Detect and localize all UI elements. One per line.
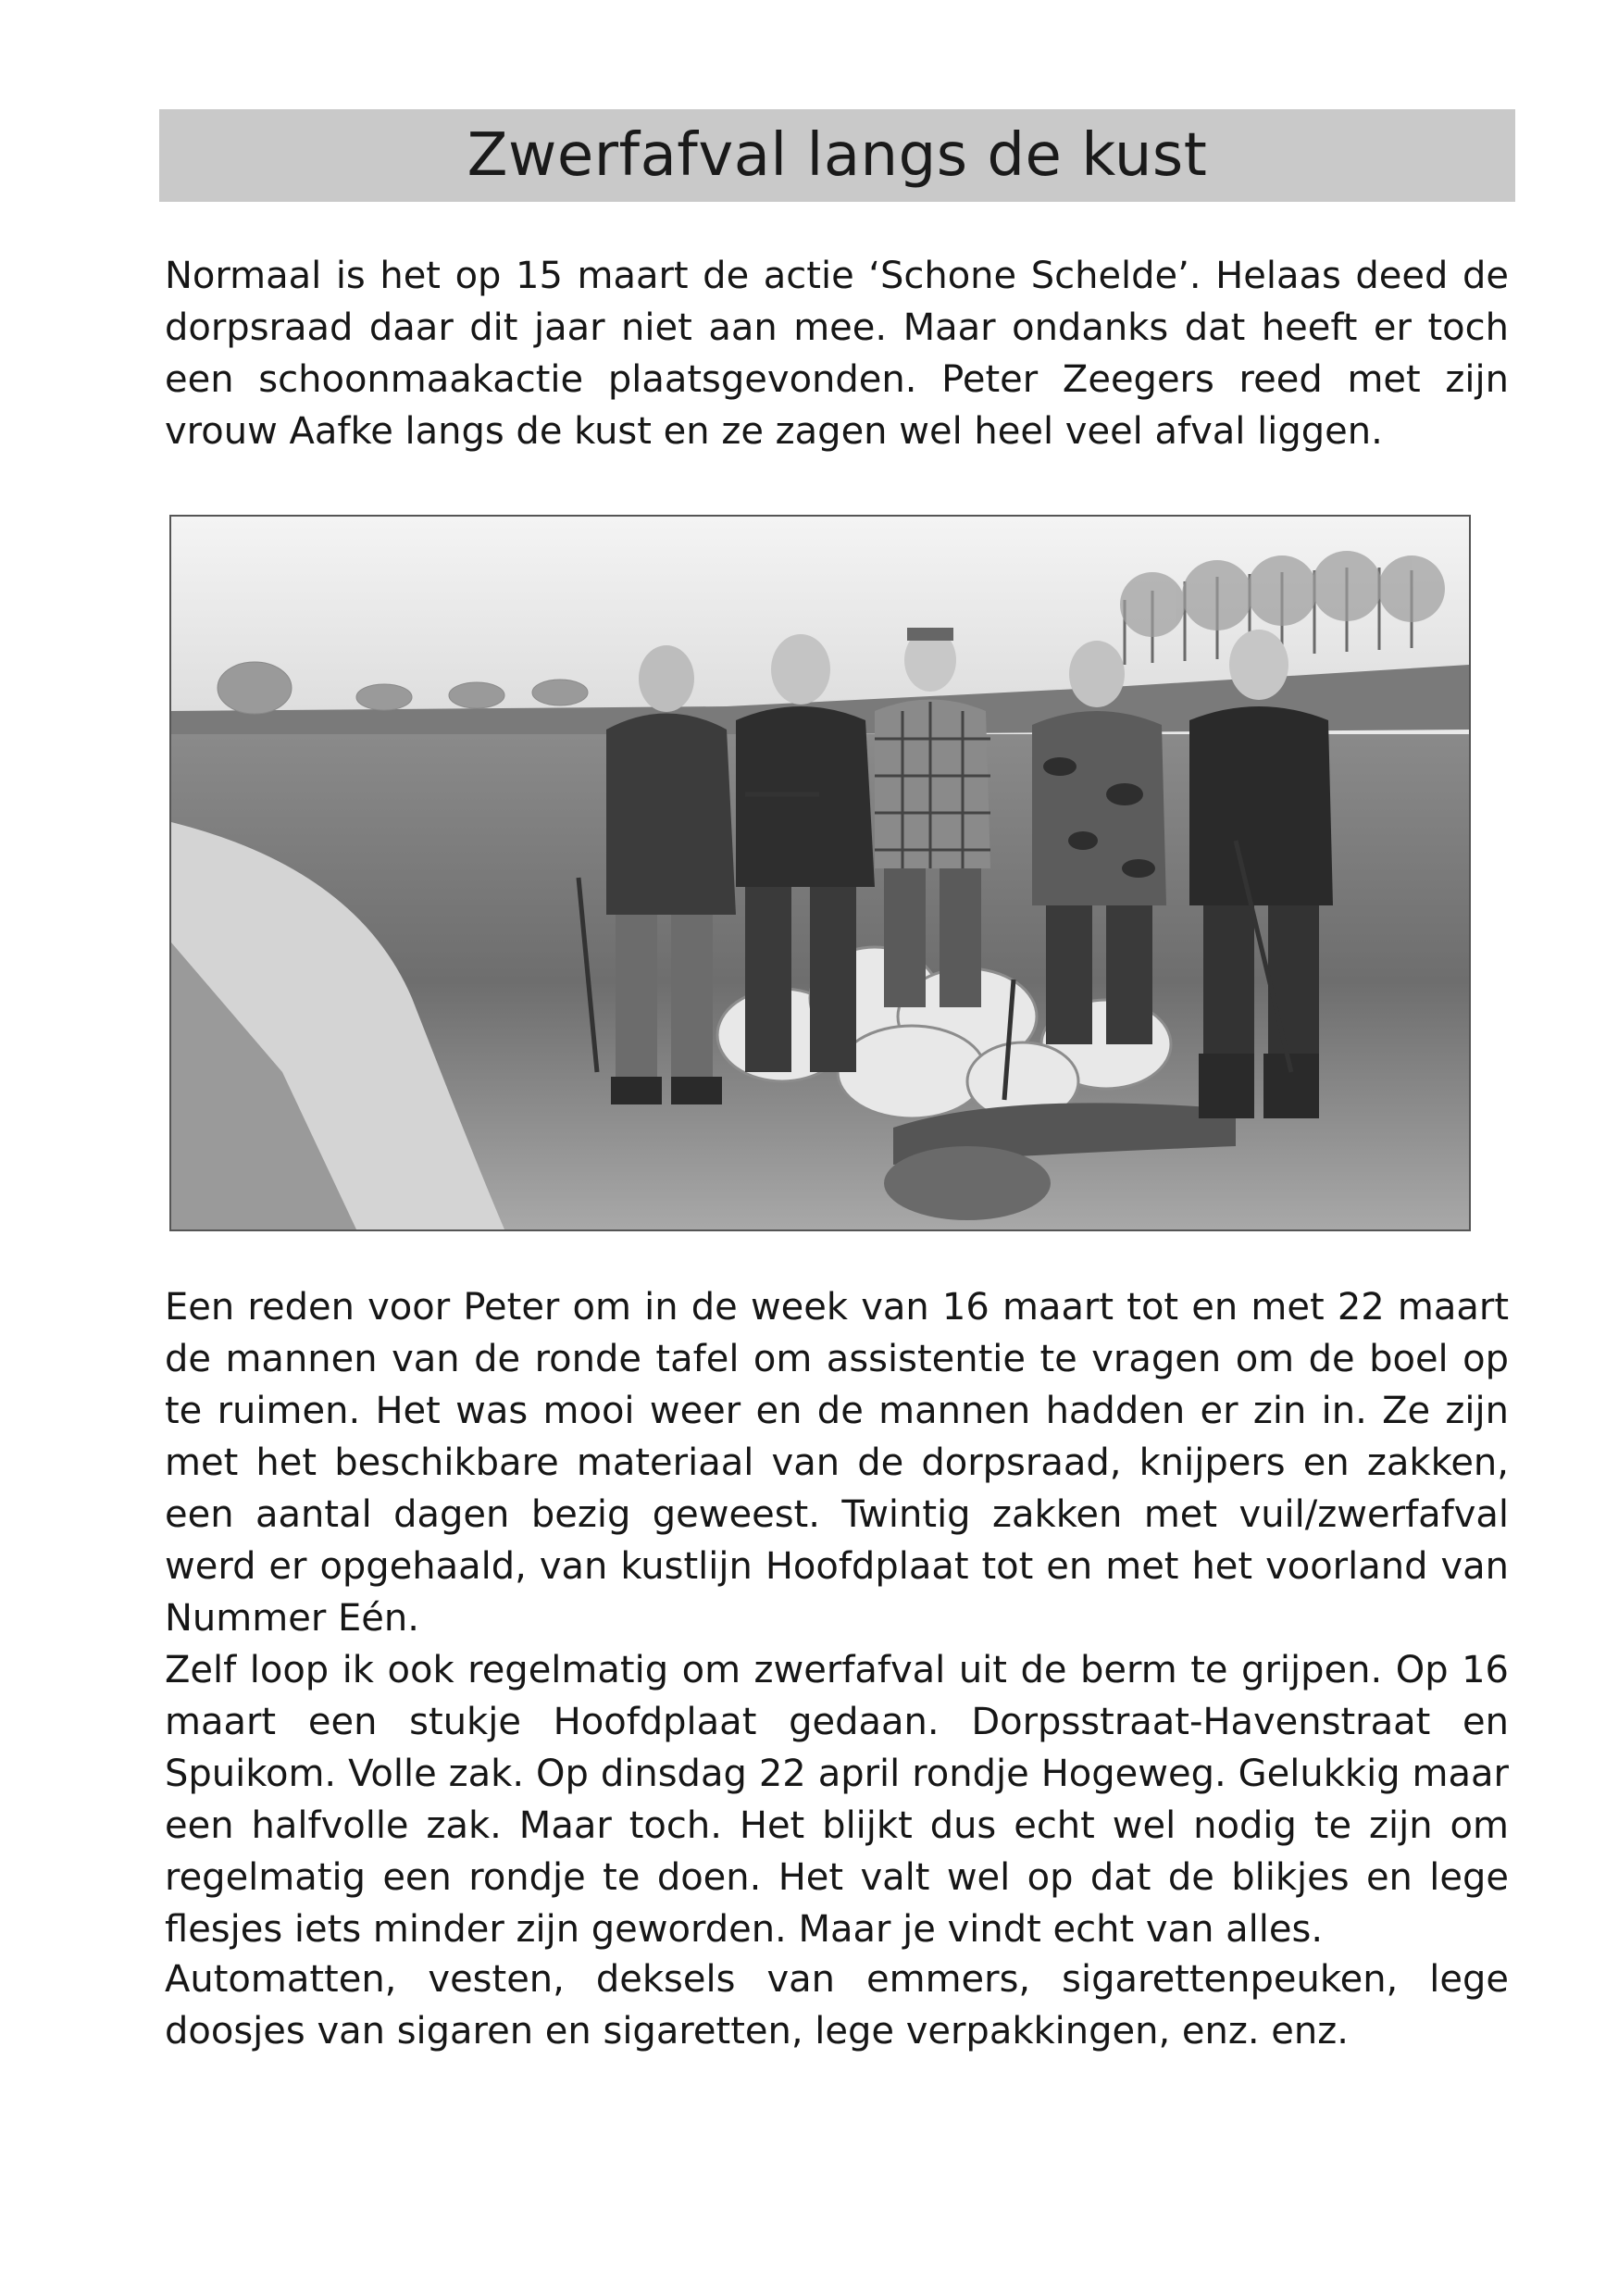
body-paragraph-1: Een reden voor Peter om in de week van 16 maart tot en met 22 maart de mannen van de ronde tafel om assistentie te vragen om de boel op te ruimen. Het was mooi weer en de mannen hadden er zin in. Ze zijn met het beschikbare materiaal van de dorpsraad, knijpers en zakken, een aantal dagen bezig geweest. Twintig zakken met vuil/zwerfafval werd er opgehaald, van kustlijn Hoofdplaat tot en met het voorland van Nummer Eén. <box>165 1286 1509 1640</box>
title-banner <box>159 109 1515 202</box>
intro-paragraph: Normaal is het op 15 maart de actie ‘Schone Schelde’. Helaas deed de dorpsraad daar dit jaar niet aan mee. Maar ondanks dat heeft er toch een schoonmaakactie plaatsgevonden. Peter Zeegers reed met zijn vrouw Aafke langs de kust en ze zagen wel heel veel afval liggen. <box>165 255 1509 453</box>
body-paragraph-2: Zelf loop ik ook regelmatig om zwerfafval uit de berm te grijpen. Op 16 maart een stukje Hoofdplaat gedaan. Dorpsstraat-Havenstraat en Spuikom. Volle zak. Op dinsdag 22 april rondje Hogeweg. Gelukkig maar een halfvolle zak. Maar toch. Het blijkt dus echt wel nodig te zijn om regelmatig een rondje te doen. Het valt wel op dat de blikjes en lege flesjes iets minder zijn geworden. Maar je vindt echt van alles. <box>165 1649 1509 1951</box>
group-photo <box>169 515 1471 1231</box>
article-title: Zwerfafval langs de kust <box>467 121 1208 190</box>
body-paragraph-3: Automatten, vesten, deksels van emmers, sigarettenpeuken, lege doosjes van sigaren en sigaretten, lege verpakkingen, enz. enz. <box>165 1958 1509 2053</box>
